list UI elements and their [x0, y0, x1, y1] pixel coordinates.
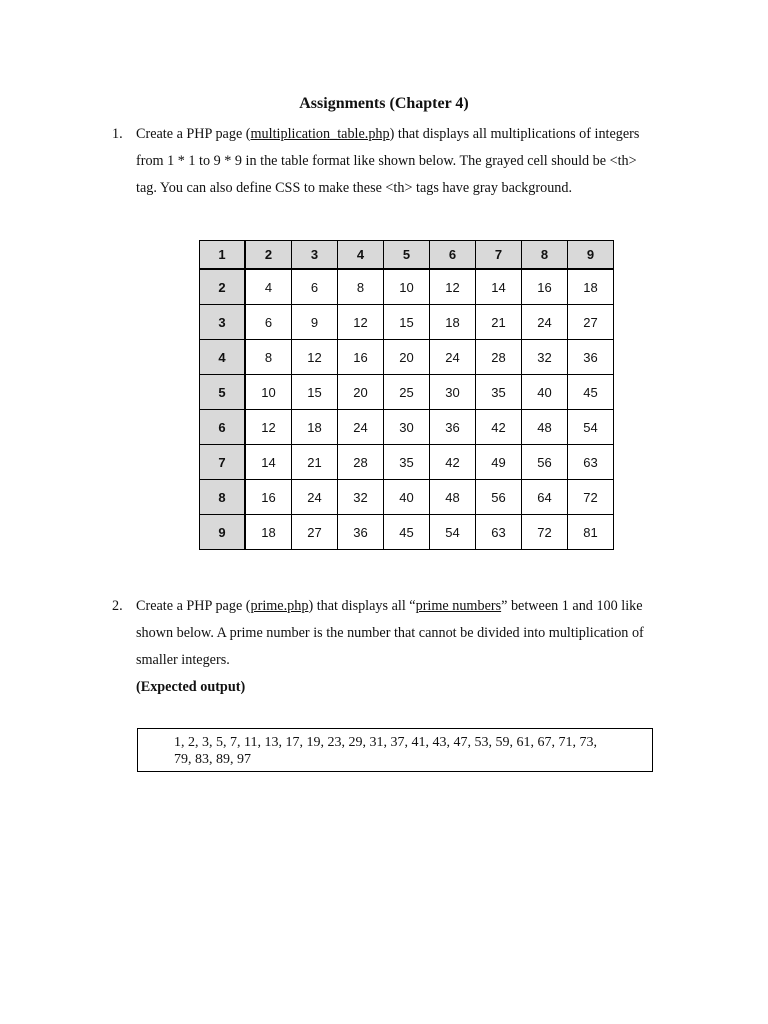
table-cell: 10	[245, 375, 292, 410]
table-cell: 16	[522, 269, 568, 305]
table-cell: 6	[292, 269, 338, 305]
table-cell: 15	[292, 375, 338, 410]
table-cell: 6	[245, 305, 292, 340]
table-cell: 18	[292, 410, 338, 445]
output-line: 1, 2, 3, 5, 7, 11, 13, 17, 19, 23, 29, 31, 37, 41, 43, 47, 53, 59, 61, 67, 71, 73,	[174, 735, 597, 750]
table-cell: 54	[430, 515, 476, 550]
table-cell: 32	[522, 340, 568, 375]
table-cell: 72	[568, 480, 614, 515]
table-row	[200, 269, 614, 305]
text-segment: Create a PHP page (	[136, 126, 251, 142]
table-cell: 54	[568, 410, 614, 445]
item-line	[136, 121, 696, 148]
table-row	[200, 410, 614, 445]
filename-link: multiplication_table.php	[250, 126, 390, 142]
item-line	[136, 593, 696, 620]
table-header-cell: 3	[292, 241, 338, 270]
table-cell: 18	[568, 269, 614, 305]
item-number: 2.	[112, 598, 123, 614]
table-cell: 56	[522, 445, 568, 480]
table-cell: 16	[245, 480, 292, 515]
table-row	[200, 305, 614, 340]
table-cell: 28	[476, 340, 522, 375]
table-cell: 36	[568, 340, 614, 375]
table-header-cell: 8	[522, 241, 568, 270]
term-underlined: prime numbers	[415, 598, 502, 614]
table-cell: 21	[292, 445, 338, 480]
table-cell: 30	[430, 375, 476, 410]
item-line: shown below. A prime number is the number that cannot be divided into multiplication of	[136, 625, 644, 641]
item-text	[136, 121, 696, 202]
table-cell: 14	[476, 269, 522, 305]
table-cell: 49	[476, 445, 522, 480]
row-header-cell: 7	[200, 445, 246, 480]
table-cell: 40	[384, 480, 430, 515]
table-cell: 20	[338, 375, 384, 410]
table-cell: 48	[430, 480, 476, 515]
table-cell: 16	[338, 340, 384, 375]
table-cell: 10	[384, 269, 430, 305]
table-header-row	[200, 241, 614, 270]
table-header-cell: 5	[384, 241, 430, 270]
table-cell: 12	[292, 340, 338, 375]
item-line: smaller integers.	[136, 652, 230, 668]
item-line: from 1 * 1 to 9 * 9 in the table format like shown below. The grayed cell should be <th>	[136, 153, 637, 169]
table-cell: 36	[430, 410, 476, 445]
table-cell: 40	[522, 375, 568, 410]
table-header-cell: 4	[338, 241, 384, 270]
table-cell: 24	[292, 480, 338, 515]
table-cell: 12	[245, 410, 292, 445]
table-cell: 8	[338, 269, 384, 305]
table-cell: 45	[384, 515, 430, 550]
row-header-cell: 4	[200, 340, 246, 375]
multiplication-table	[199, 240, 614, 550]
table-cell: 56	[476, 480, 522, 515]
table-row	[200, 375, 614, 410]
table-cell: 32	[338, 480, 384, 515]
table-header-cell: 9	[568, 241, 614, 270]
text-segment: ” between 1 and 100 like	[501, 598, 643, 614]
table-cell: 12	[430, 269, 476, 305]
table-cell: 35	[384, 445, 430, 480]
expected-output-box	[137, 728, 653, 772]
table-cell: 36	[338, 515, 384, 550]
table-row	[200, 445, 614, 480]
table-cell: 30	[384, 410, 430, 445]
table-header-cell: 7	[476, 241, 522, 270]
table-cell: 63	[476, 515, 522, 550]
text-segment: ) that displays all “	[308, 598, 416, 614]
row-header-cell: 2	[200, 269, 246, 305]
table-header-cell: 1	[200, 241, 246, 270]
table-cell: 28	[338, 445, 384, 480]
filename-link: prime.php	[250, 598, 309, 614]
table-cell: 24	[522, 305, 568, 340]
row-header-cell: 9	[200, 515, 246, 550]
table-cell: 24	[338, 410, 384, 445]
table-cell: 27	[568, 305, 614, 340]
text-segment: Create a PHP page (	[136, 598, 251, 614]
table-cell: 63	[568, 445, 614, 480]
table-cell: 72	[522, 515, 568, 550]
table-cell: 45	[568, 375, 614, 410]
row-header-cell: 8	[200, 480, 246, 515]
table-cell: 20	[384, 340, 430, 375]
item-text	[136, 593, 696, 701]
text-segment: ) that displays all multiplications of integers	[389, 126, 640, 142]
table-cell: 18	[245, 515, 292, 550]
table-cell: 14	[245, 445, 292, 480]
table-cell: 18	[430, 305, 476, 340]
output-line: 79, 83, 89, 97	[174, 752, 251, 767]
table-cell: 9	[292, 305, 338, 340]
expected-output-label: (Expected output)	[136, 679, 246, 695]
table-cell: 12	[338, 305, 384, 340]
item-line: tag. You can also define CSS to make these <th> tags have gray background.	[136, 180, 573, 196]
table-cell: 24	[430, 340, 476, 375]
table-cell: 48	[522, 410, 568, 445]
table-header-cell: 6	[430, 241, 476, 270]
row-header-cell: 3	[200, 305, 246, 340]
table-cell: 4	[245, 269, 292, 305]
table-cell: 25	[384, 375, 430, 410]
table-cell: 8	[245, 340, 292, 375]
table-cell: 42	[430, 445, 476, 480]
table-cell: 35	[476, 375, 522, 410]
item-number: 1.	[112, 126, 123, 142]
table-row	[200, 480, 614, 515]
page-title: Assignments (Chapter 4)	[299, 95, 469, 112]
table-cell: 81	[568, 515, 614, 550]
table-header-cell: 2	[245, 241, 292, 270]
table-row	[200, 340, 614, 375]
table-cell: 21	[476, 305, 522, 340]
table-row	[200, 515, 614, 550]
table-cell: 42	[476, 410, 522, 445]
table-cell: 15	[384, 305, 430, 340]
table-cell: 27	[292, 515, 338, 550]
row-header-cell: 5	[200, 375, 246, 410]
row-header-cell: 6	[200, 410, 246, 445]
table-cell: 64	[522, 480, 568, 515]
